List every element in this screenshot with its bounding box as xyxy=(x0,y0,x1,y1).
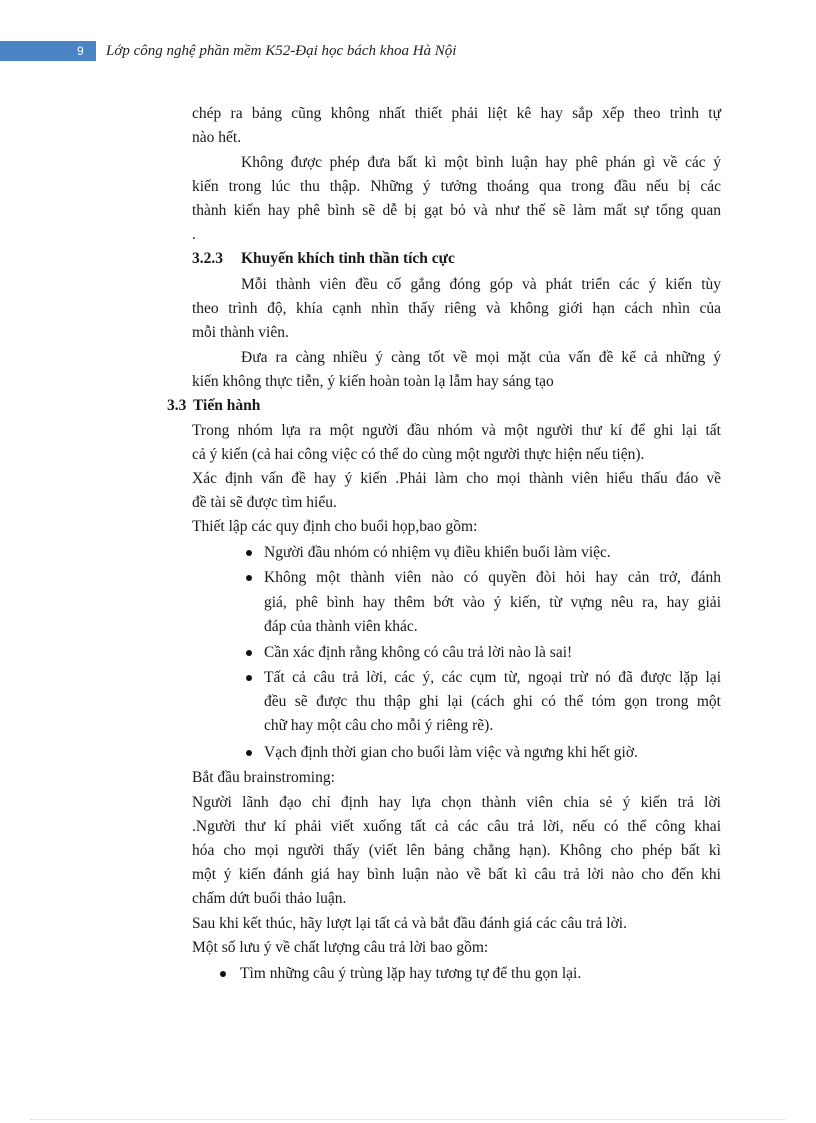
body-line: thành kiến hay phê bình sẽ dễ bị gạt bỏ và như thế sẽ làm mất sự tổng quan xyxy=(192,202,721,219)
body-line: kiến trong lúc thu thập. Những ý tưởng thoáng qua trong đầu nếu bị các xyxy=(192,178,721,195)
body-line: hóa cho mọi người thấy (viết lên bảng chẳng hạn). Không cho phép bất kì xyxy=(192,842,721,859)
bullet-icon xyxy=(246,575,252,581)
list-item: Vạch định thời gian cho buổi làm việc và ngưng khi hết giờ. xyxy=(264,744,638,761)
bullet-icon xyxy=(220,971,226,977)
page-number: 9 xyxy=(77,44,84,58)
body-line: mỗi thành viên. xyxy=(192,324,289,341)
bullet-icon xyxy=(246,550,252,556)
list-item: Không một thành viên nào có quyền đòi hỏi hay cản trở, đánh xyxy=(264,569,721,586)
body-line: Không được phép đưa bất kì một bình luận hay phê phán gì về các ý xyxy=(241,154,721,171)
body-line: theo trình độ, khía cạnh nhìn thấy riêng và không giới hạn cách nhìn của xyxy=(192,300,721,317)
body-line: Xác định vấn đề hay ý kiến .Phải làm cho mọi thành viên hiểu thấu đáo về xyxy=(192,470,721,487)
section-heading: Tiến hành xyxy=(193,397,261,414)
list-item: đáp của thành viên khác. xyxy=(264,618,418,635)
body-line: Mỗi thành viên đều cố gắng đóng góp và phát triển các ý kiến tùy xyxy=(241,276,721,293)
body-line: Trong nhóm lựa ra một người đầu nhóm và một người thư kí để ghi lại tất xyxy=(192,422,721,439)
list-item: Tất cả câu trả lời, các ý, các cụm từ, ngoại trừ nó đã được lặp lại xyxy=(264,669,721,686)
body-line: một ý kiến đánh giá hay bình luận nào về bất kì câu trả lời nào cho đến khi xyxy=(192,866,721,883)
body-line: Người lãnh đạo chỉ định hay lựa chọn thành viên chia sẻ ý kiến trả lời xyxy=(192,794,721,811)
body-line: chấm dứt buổi thảo luận. xyxy=(192,890,347,907)
body-line: nào hết. xyxy=(192,129,242,146)
list-item: chữ hay một câu cho mỗi ý riêng rẽ). xyxy=(264,717,494,734)
footer-divider xyxy=(30,1119,786,1120)
running-header-title: Lớp công nghệ phần mềm K52-Đại học bách khoa Hà Nội xyxy=(106,43,457,59)
list-item: Cần xác định rằng không có câu trả lời nào là sai! xyxy=(264,644,573,661)
body-line: Sau khi kết thúc, hãy lượt lại tất cả và bắt đầu đánh giá các câu trả lời. xyxy=(192,915,627,932)
body-line: Bắt đầu brainstroming: xyxy=(192,769,335,786)
bullet-icon xyxy=(246,750,252,756)
body-line: kiến không thực tiễn, ý kiến hoàn toàn lạ lẫm hay sáng tạo xyxy=(192,373,554,390)
body-line: Đưa ra càng nhiều ý càng tốt về mọi mặt của vấn đề kể cả những ý xyxy=(241,349,721,366)
bullet-icon xyxy=(246,675,252,681)
list-item: Người đầu nhóm có nhiệm vụ điều khiển buổi làm việc. xyxy=(264,544,611,561)
body-line: . xyxy=(192,226,196,243)
section-heading: Khuyến khích tinh thần tích cực xyxy=(241,250,455,267)
bullet-icon xyxy=(246,650,252,656)
body-line: chép ra bảng cũng không nhất thiết phải liệt kê hay sắp xếp theo trình tự xyxy=(192,105,721,122)
list-item: giá, phê bình hay thêm bớt vào ý kiến, từ vựng nêu ra, hay giải xyxy=(264,594,721,611)
list-item: đều sẽ được thu thập ghi lại (cách ghi có thể tóm gọn trong một xyxy=(264,693,721,710)
section-number: 3.3 xyxy=(167,397,187,414)
list-item: Tìm những câu ý trùng lặp hay tương tự để thu gọn lại. xyxy=(240,965,582,982)
section-number: 3.2.3 xyxy=(192,250,223,267)
body-line: Một số lưu ý về chất lượng câu trả lời bao gồm: xyxy=(192,939,489,956)
body-line: cả ý kiến (cả hai công việc có thể do cùng một người thực hiện nếu tiện). xyxy=(192,446,645,463)
body-line: Thiết lập các quy định cho buổi họp,bao gồm: xyxy=(192,518,478,535)
body-line: đề tài sẽ được tìm hiểu. xyxy=(192,494,337,511)
body-line: .Người thư kí phải viết xuống tất cả các câu trả lời, nếu có thể công khai xyxy=(192,818,721,835)
